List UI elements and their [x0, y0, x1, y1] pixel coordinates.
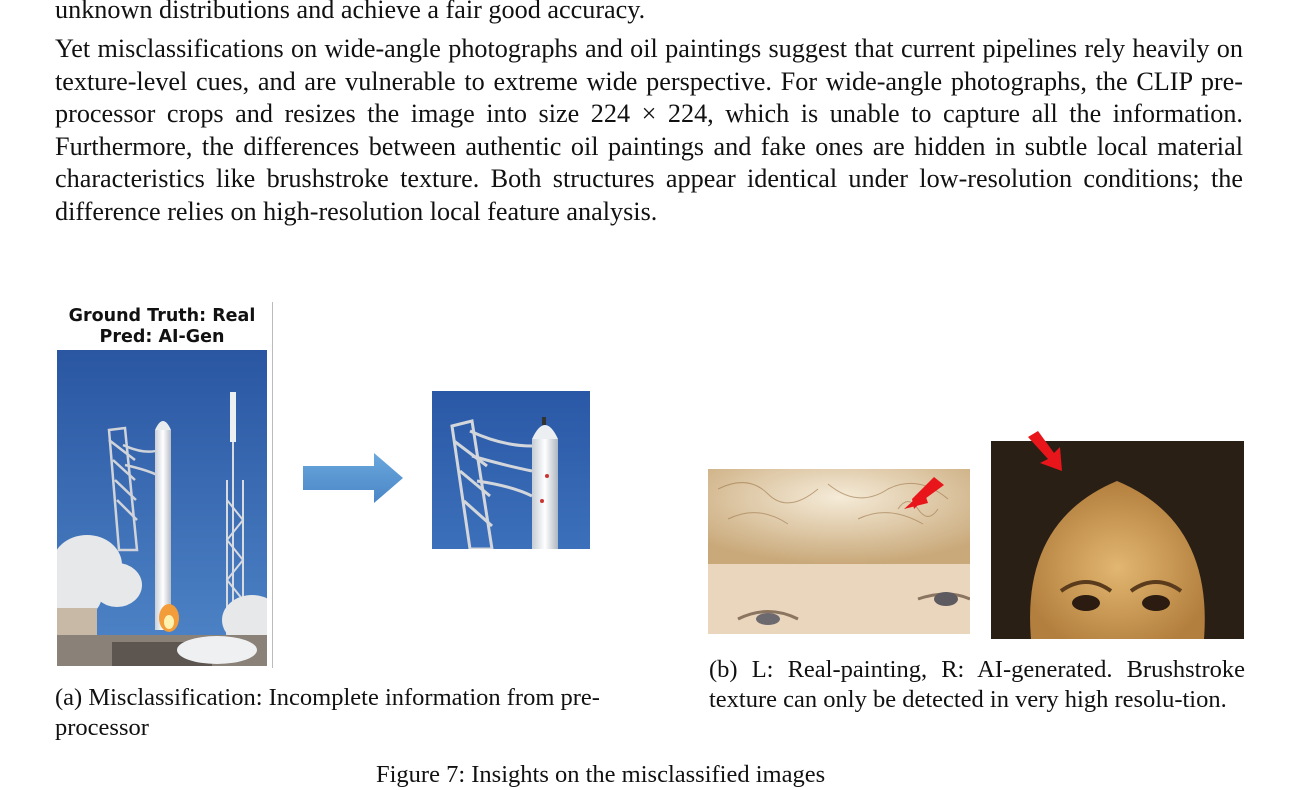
highlight-arrow-icon — [1024, 431, 1068, 475]
math-image-size: 224 × 224 — [590, 99, 708, 129]
subfigure-b-caption: (b) L: Real-painting, R: AI-generated. Brushstroke texture can only be detected in very high resolu-tion. — [709, 656, 1245, 713]
paragraph-main — [55, 33, 1243, 229]
real-painting-crop — [708, 469, 970, 634]
panel-title — [57, 306, 267, 348]
ground-truth-label: Ground Truth: Real — [68, 306, 256, 326]
subfigure-a-caption: (a) Misclassification: Incomplete information from pre-processor — [55, 684, 600, 741]
right-arrow-icon — [302, 452, 404, 504]
paragraph-text-1: Yet misclassifications on wide-angle photographs and oil paintings suggest that current pipelines rely heavily on texture-level cues, and are vulnerable to extreme wide perspective. For wide-angle photographs, the CLIP pre-processor crops and resizes the image into size — [55, 34, 1243, 129]
paragraph-fragment: unknown distributions and achieve a fair good accuracy. — [55, 0, 646, 24]
prediction-label: Pred: AI-Gen — [99, 327, 225, 347]
cropped-rocket-photo — [432, 391, 590, 549]
panel-divider — [272, 302, 273, 668]
rocket-launch-photo — [57, 350, 267, 666]
figure-caption: Figure 7: Insights on the misclassified images — [376, 761, 826, 788]
paragraph-text-2: , which is unable to capture all the information. Furthermore, the differences between authentic oil paintings and fake ones are hidden in subtle local material characteristics like brushstroke texture. Both structures appear identical under low-resolution conditions; the difference relies on high-resolution local feature analysis. — [55, 99, 1243, 226]
